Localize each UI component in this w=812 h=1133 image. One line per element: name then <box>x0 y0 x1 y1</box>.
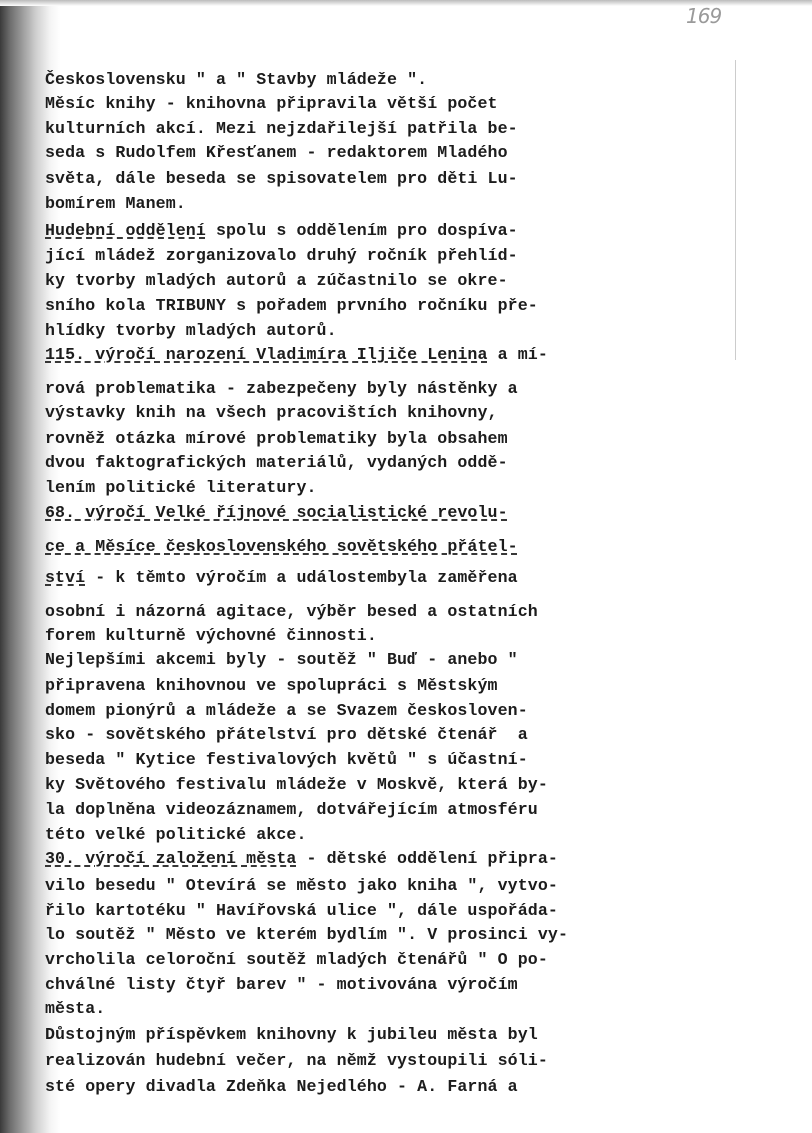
text-line <box>45 271 508 291</box>
text-line <box>45 246 518 266</box>
underlined-heading: Hudební oddělení <box>45 221 206 240</box>
line-text: vrcholila celoroční soutěž mladých čtenářů " O po- <box>45 950 548 969</box>
line-text: - k těmto výročím a událostembyla zaměřena <box>85 568 518 587</box>
text-line <box>45 676 498 696</box>
line-text: rová problematika - zabezpečeny byly nástěnky a <box>45 379 518 398</box>
line-text: sté opery divadla Zdeňka Nejedlého - A. Farná a <box>45 1077 518 1096</box>
line-text: bomírem Manem. <box>45 194 186 213</box>
text-line <box>45 143 508 163</box>
line-text: domem pionýrů a mládeže a se Svazem českosloven- <box>45 701 528 720</box>
text-line <box>45 701 528 721</box>
line-text: beseda " Kytice festivalových květů " s účastní- <box>45 750 528 769</box>
text-line <box>45 537 518 557</box>
text-line <box>45 94 498 114</box>
line-text: spolu s oddělením pro dospíva- <box>205 221 518 240</box>
text-line <box>45 750 528 770</box>
line-text: sko - sovětského přátelství pro dětské čtenář a <box>45 725 528 744</box>
text-line <box>45 602 538 622</box>
line-text: připravena knihovnou ve spolupráci s Městským <box>45 676 498 695</box>
underlined-heading: 30. výročí založení města <box>45 849 297 868</box>
line-text: a mí- <box>487 345 548 364</box>
line-text: vilo besedu " Otevírá se město jako kniha ", vytvo- <box>45 876 558 895</box>
text-line <box>45 825 307 845</box>
text-line <box>45 1077 518 1097</box>
text-line <box>45 169 518 189</box>
text-line <box>45 626 377 646</box>
line-text: výstavky knih na všech pracovištích knihovny, <box>45 403 498 422</box>
line-text: la doplněna videozáznamem, dotvářejícím atmosféru <box>45 800 538 819</box>
line-text: realizován hudební večer, na němž vystoupili sóli- <box>45 1051 548 1070</box>
text-line <box>45 296 538 316</box>
text-line <box>45 725 528 745</box>
text-line <box>45 453 508 473</box>
text-line <box>45 975 518 995</box>
line-text: Důstojným příspěvkem knihovny k jubileu města byl <box>45 1025 538 1044</box>
text-line <box>45 429 508 449</box>
line-text: Československu " a " Stavby mládeže ". <box>45 70 428 89</box>
line-text: osobní i názorná agitace, výběr besed a ostatních <box>45 602 538 621</box>
line-text: Měsíc knihy - knihovna připravila větší počet <box>45 94 498 113</box>
text-line <box>45 379 518 399</box>
text-line <box>45 950 548 970</box>
text-line <box>45 901 558 921</box>
line-text: seda s Rudolfem Křesťanem - redaktorem Mladého <box>45 143 508 162</box>
scan-artifact-line <box>735 60 736 360</box>
line-text: kulturních akcí. Mezi nejzdařilejší patřila be- <box>45 119 518 138</box>
line-text: řilo kartotéku " Havířovská ulice ", dále uspořáda- <box>45 901 558 920</box>
underlined-heading: ce a Měsíce československého sovětského přátel- <box>45 537 518 556</box>
text-line <box>45 1051 548 1071</box>
line-text: této velké politické akce. <box>45 825 307 844</box>
line-text: hlídky tvorby mladých autorů. <box>45 321 337 340</box>
text-line <box>45 999 105 1019</box>
line-text: města. <box>45 999 106 1018</box>
underlined-heading: 68. výročí Velké říjnové socialistické revolu- <box>45 503 508 522</box>
text-line <box>45 345 548 365</box>
text-line <box>45 478 317 498</box>
text-line <box>45 119 518 139</box>
text-line <box>45 194 186 214</box>
text-line <box>45 925 568 945</box>
underlined-heading: 115. výročí narození Vladimíra Iljiče Lenina <box>45 345 488 364</box>
text-line <box>45 70 427 90</box>
line-text: forem kulturně výchovné činnosti. <box>45 626 377 645</box>
text-line <box>45 650 518 670</box>
line-text: ky Světového festivalu mládeže v Moskvě, která by- <box>45 775 548 794</box>
underlined-heading: ství <box>45 568 86 587</box>
line-text: světa, dále beseda se spisovatelem pro děti Lu- <box>45 169 518 188</box>
line-text: Nejlepšími akcemi byly - soutěž " Buď - anebo " <box>45 650 518 669</box>
line-text: lo soutěž " Město ve kterém bydlím ". V prosinci vy- <box>45 925 569 944</box>
text-line <box>45 568 518 588</box>
line-text: rovněž otázka mírové problematiky byla obsahem <box>45 429 508 448</box>
line-text: jící mládež zorganizovalo druhý ročník přehlíd- <box>45 246 518 265</box>
handwritten-page-number: 169 <box>686 4 722 28</box>
line-text: chválné listy čtyř barev " - motivována výročím <box>45 975 518 994</box>
text-line <box>45 221 518 241</box>
line-text: sního kola TRIBUNY s pořadem prvního ročníku pře- <box>45 296 538 315</box>
line-text: dvou faktografických materiálů, vydaných oddě- <box>45 453 508 472</box>
text-line <box>45 503 508 523</box>
text-line <box>45 1025 538 1045</box>
text-line <box>45 775 548 795</box>
line-text: ky tvorby mladých autorů a zúčastnilo se okre- <box>45 271 508 290</box>
line-text: - dětské oddělení připra- <box>296 849 558 868</box>
text-line <box>45 876 558 896</box>
text-line <box>45 849 558 869</box>
text-line <box>45 403 498 423</box>
text-line <box>45 321 337 341</box>
line-text: lením politické literatury. <box>45 478 317 497</box>
text-line <box>45 800 538 820</box>
